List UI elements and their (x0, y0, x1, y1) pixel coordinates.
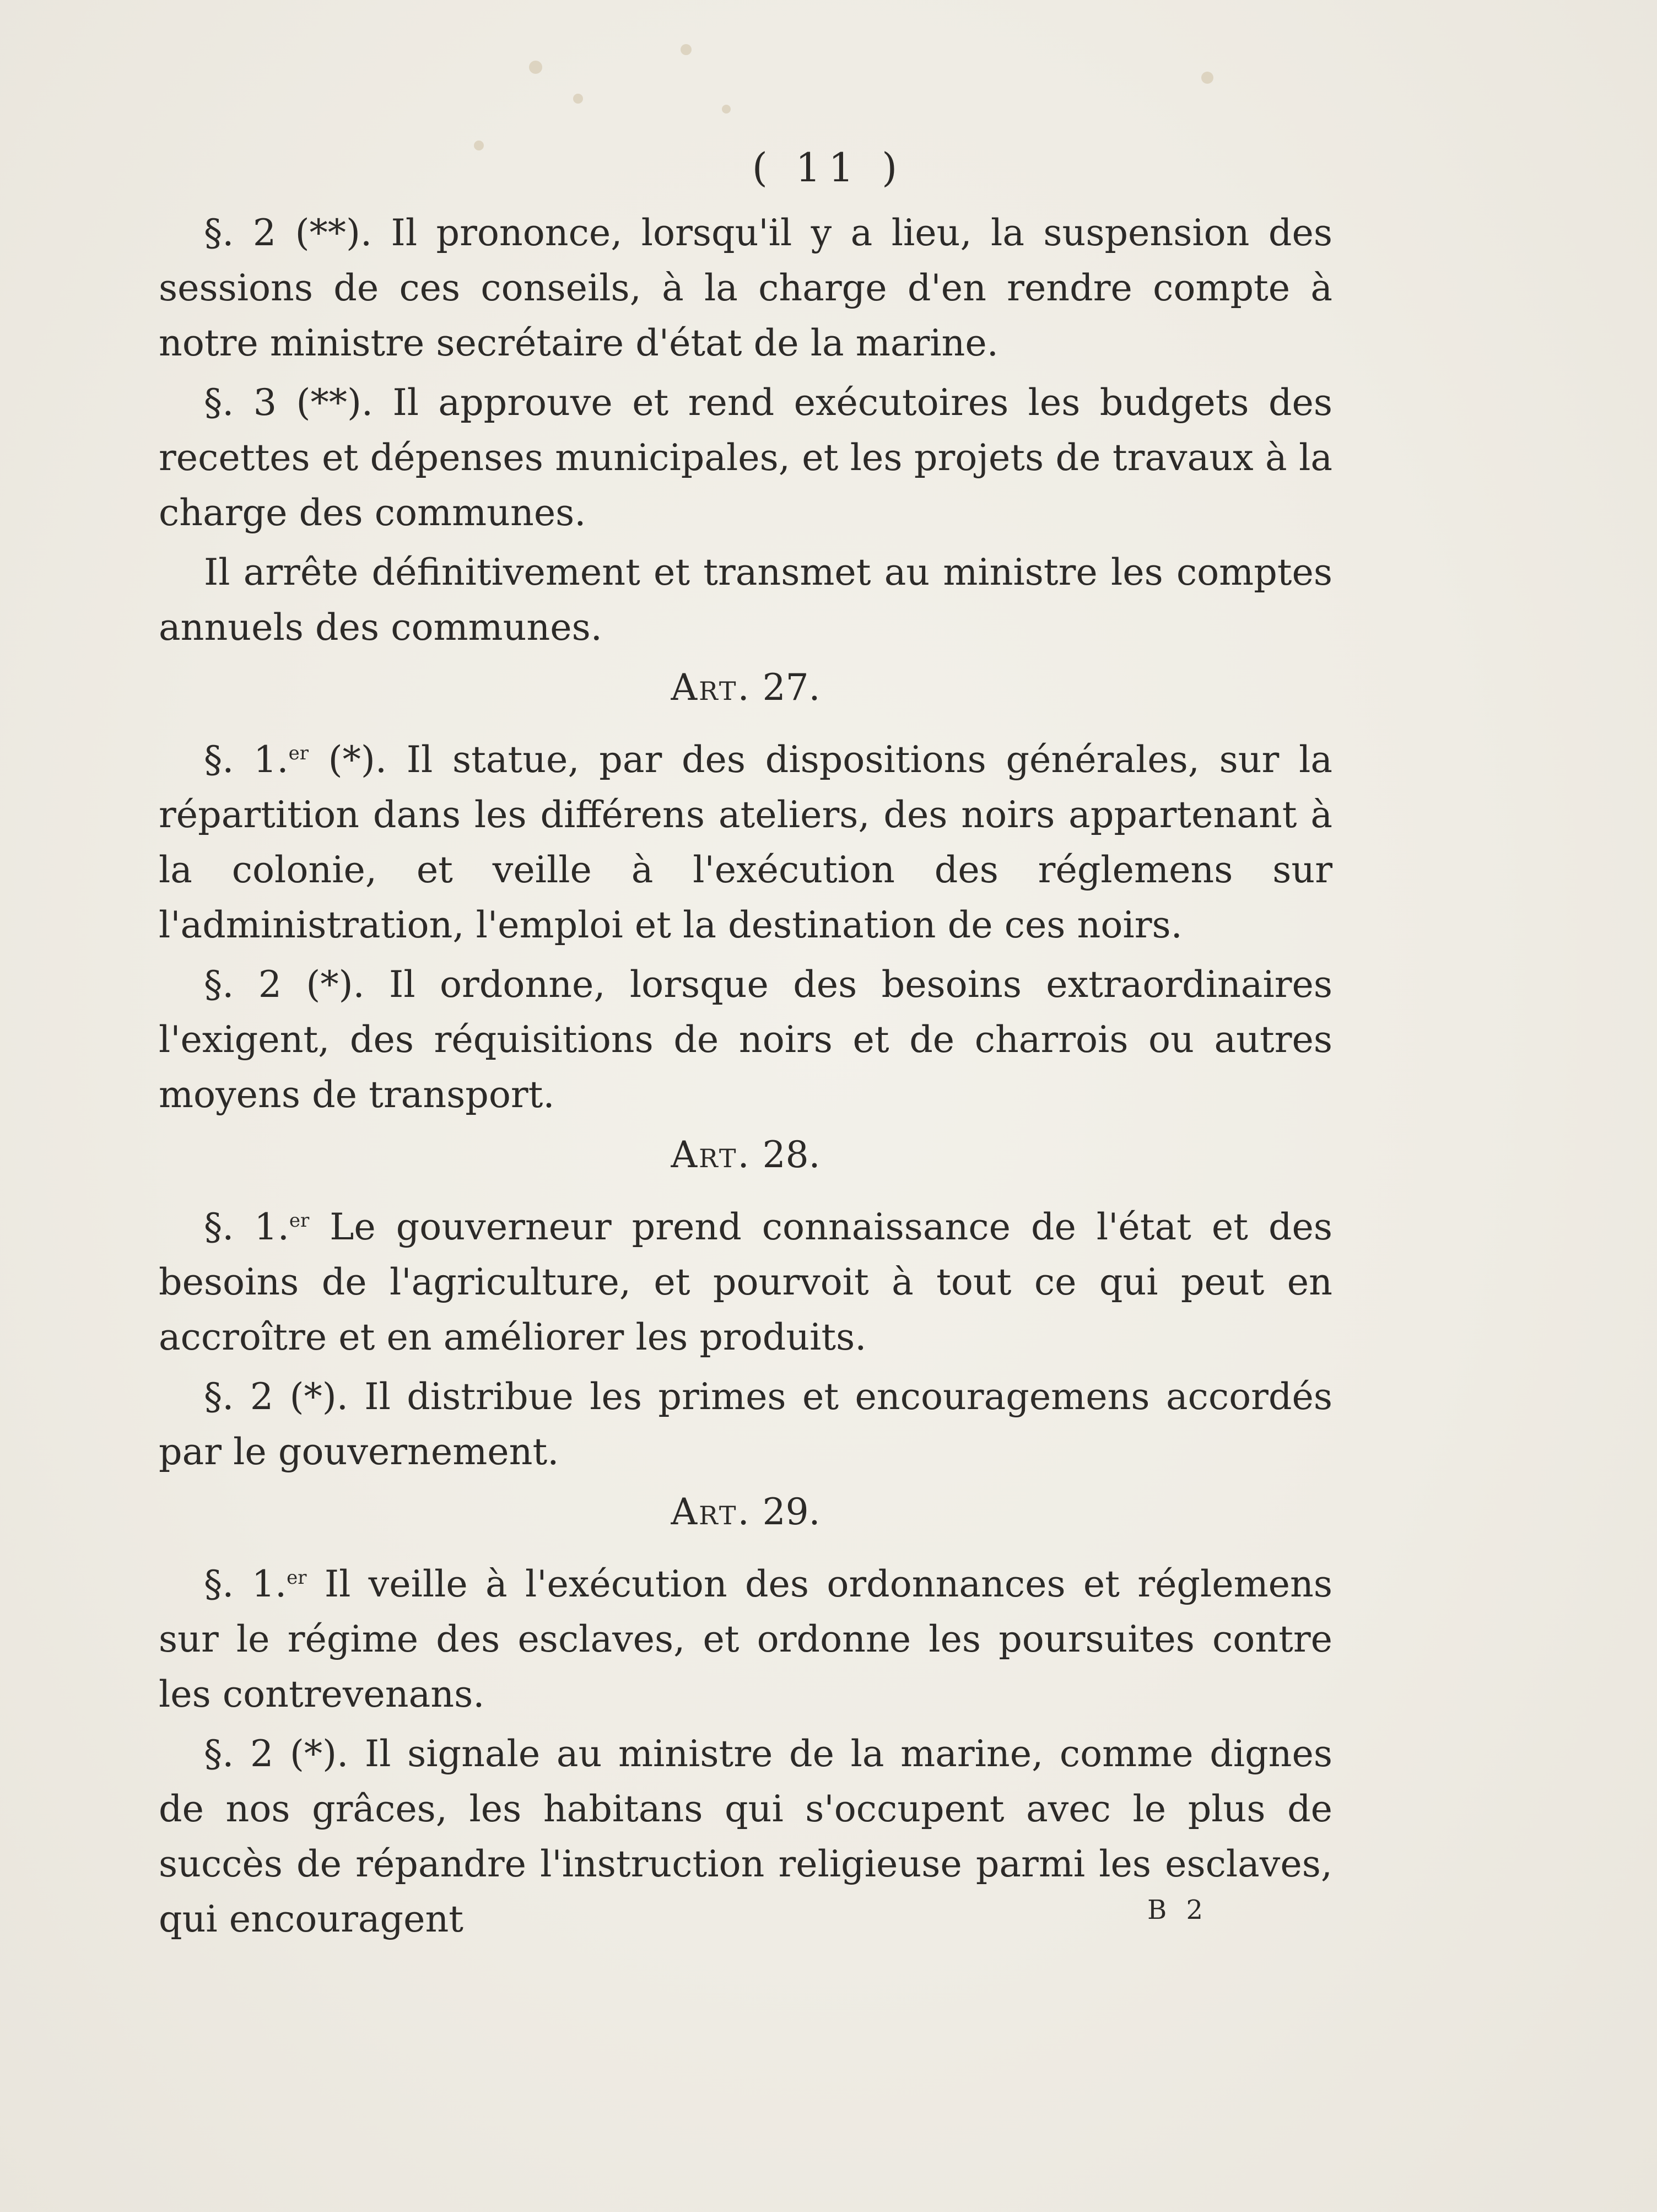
paragraph-text: Le gouverneur prend connaissance de l'état et des besoins de l'agriculture, et pourvoit à tout ce qui peut en accroître et en améliorer les produits. (159, 1205, 1332, 1358)
article-heading-29 (159, 1485, 1332, 1540)
paragraph-text: Il statue, par des dispositions générales, sur la répartition dans les différens ateliers, des noirs appartenant à la colonie, et veille à l'exécution des réglemens sur l'administration, l'emploi et la destination de ces noirs. (159, 738, 1332, 946)
paragraph (159, 1369, 1332, 1479)
paragraph (159, 957, 1332, 1122)
section-mark: §. 2 (*). (204, 963, 365, 1006)
section-mark: §. 1. (204, 1562, 287, 1605)
foxing-spot (529, 61, 542, 74)
article-label: Art. (671, 1134, 751, 1176)
paragraph (159, 205, 1332, 370)
page-number: ( 11 ) (752, 144, 905, 191)
paragraph (159, 1199, 1332, 1364)
paragraph-text: Il approuve et rend exécutoires les budgets des recettes et dépenses municipales, et les projets de travaux à la charge des communes. (159, 381, 1332, 534)
paragraph (159, 375, 1332, 540)
superscript: er (289, 1209, 310, 1232)
section-mark-suffix: (*). (308, 738, 387, 781)
paragraph-text: Il prononce, lorsqu'il y a lieu, la suspension des sessions de ces conseils, à la charge d'en rendre compte à notre ministre secrétaire d'état de la marine. (159, 211, 1332, 364)
signature-mark: B 2 (1147, 1895, 1209, 1925)
section-mark: §. 2 (*). (204, 1732, 349, 1775)
foxing-spot (681, 44, 692, 55)
article-number: 29. (762, 1491, 821, 1533)
article-number: 28. (762, 1134, 821, 1176)
superscript: er (287, 1566, 307, 1589)
article-heading-28 (159, 1127, 1332, 1183)
foxing-spot (1201, 72, 1213, 84)
paragraph (159, 1556, 1332, 1722)
article-label: Art. (671, 666, 751, 709)
foxing-spot (573, 94, 583, 104)
section-mark: §. 1. (204, 1205, 289, 1248)
paragraph-text: Il ordonne, lorsque des besoins extraordinaires l'exigent, des réquisitions de noirs et de charrois ou autres moyens de transport. (159, 963, 1332, 1116)
section-mark: §. 2 (**). (204, 211, 373, 254)
article-number: 27. (762, 666, 821, 709)
article-heading-27 (159, 660, 1332, 715)
foxing-spot (722, 105, 731, 114)
section-mark: §. 3 (**). (204, 381, 374, 424)
paragraph (159, 732, 1332, 952)
superscript: er (288, 742, 309, 764)
paragraph-text: Il arrête définitivement et transmet au ministre les comptes annuels des communes. (159, 551, 1332, 649)
paragraph-text: Il signale au ministre de la marine, comme dignes de nos grâces, les habitans qui s'occupent avec le plus de succès de répandre l'instruction religieuse parmi les esclaves, qui encouragent (159, 1732, 1332, 1940)
section-mark: §. 2 (*). (204, 1375, 348, 1418)
paragraph (159, 544, 1332, 655)
article-label: Art. (671, 1491, 751, 1533)
paragraph-text: Il distribue les primes et encouragemens accordés par le gouvernement. (159, 1375, 1332, 1473)
document-body (159, 205, 1332, 1951)
section-mark: §. 1. (204, 738, 289, 781)
paragraph-text: Il veille à l'exécution des ordonnances et réglemens sur le régime des esclaves, et ordonne les poursuites contre les contrevenans. (159, 1562, 1332, 1715)
